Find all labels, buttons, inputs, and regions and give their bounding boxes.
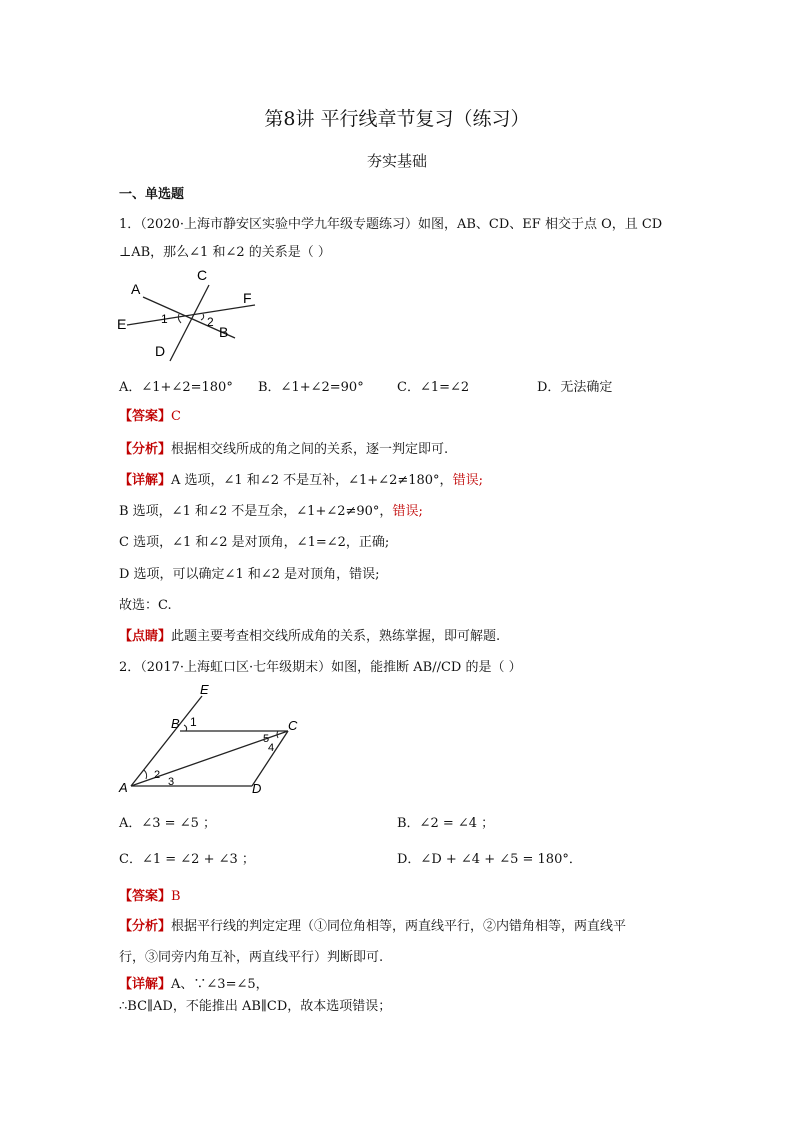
q2-detail-tag: 【详解】 bbox=[119, 977, 172, 992]
q1-detail-a-text: A 选项，∠1 和∠2 不是互补，∠1+∠2≠180°， bbox=[171, 473, 453, 488]
q1-label-angle1: 1 bbox=[161, 312, 168, 326]
q1-label-d: D bbox=[155, 343, 166, 359]
q2-figure bbox=[118, 682, 318, 798]
q1-comment bbox=[119, 625, 500, 644]
q1-label-f: F bbox=[243, 290, 252, 306]
q2-detail-line1-text: A、∵∠3=∠5， bbox=[171, 977, 269, 992]
q2-answer bbox=[119, 885, 181, 904]
q2-detail-line1 bbox=[119, 973, 269, 992]
q2-analysis-line1: 根据平行线的判定定理（①同位角相等，两直线平行，②内错角相等，两直线平 bbox=[171, 919, 627, 934]
q1-detail-b-text: B 选项，∠1 和∠2 不是互余，∠1+∠2≠90°， bbox=[119, 504, 393, 519]
q1-analysis-tag: 【分析】 bbox=[119, 442, 172, 457]
q2-stem: 2．（2017·上海虹口区·七年级期末）如图，能推断 AB//CD 的是（ ） bbox=[119, 660, 522, 675]
q2-label-c: C bbox=[288, 718, 298, 733]
q2-label-angle3: 3 bbox=[168, 776, 175, 788]
q1-detail-b-verdict: 错误; bbox=[392, 504, 423, 519]
q1-label-b: B bbox=[219, 324, 229, 340]
q1-angle1-arc bbox=[178, 314, 181, 323]
q1-line-ef bbox=[127, 305, 255, 325]
q2-label-angle1: 1 bbox=[190, 715, 197, 729]
q1-option-a: A．∠1+∠2=180° bbox=[119, 380, 233, 395]
q1-label-angle2: 2 bbox=[207, 315, 214, 329]
q1-choose: 故选：C. bbox=[119, 598, 172, 613]
q2-line-cd bbox=[252, 731, 288, 786]
q2-answer-value: B bbox=[171, 889, 181, 904]
page-subtitle: 夯实基础 bbox=[366, 152, 427, 170]
section-heading: 一、单选题 bbox=[119, 187, 185, 202]
q1-label-e: E bbox=[117, 316, 127, 332]
q1-answer bbox=[119, 405, 181, 424]
q2-answer-tag: 【答案】 bbox=[119, 889, 172, 904]
q2-label-angle2: 2 bbox=[154, 769, 161, 781]
q2-label-angle5: 5 bbox=[263, 733, 270, 745]
q2-analysis-tag: 【分析】 bbox=[119, 919, 172, 934]
q2-analysis-line2: 行，③同旁内角互补，两直线平行）判断即可. bbox=[119, 950, 384, 965]
q2-angle1-arc bbox=[184, 725, 187, 731]
q1-option-b: B．∠1+∠2=90° bbox=[258, 380, 364, 395]
q1-stem-line2: ⊥AB，那么∠1 和∠2 的关系是（ ） bbox=[119, 245, 331, 260]
q1-label-a: A bbox=[131, 281, 141, 297]
q2-label-a: A bbox=[119, 780, 128, 795]
q2-analysis bbox=[119, 915, 626, 934]
q2-line-ae bbox=[131, 696, 202, 786]
q1-analysis-text: 根据相交线所成的角之间的关系，逐一判定即可. bbox=[171, 442, 449, 457]
q1-detail-a-verdict: 错误; bbox=[452, 473, 483, 488]
q2-label-angle4: 4 bbox=[268, 742, 275, 754]
q1-analysis bbox=[119, 438, 448, 457]
q2-option-a: A．∠3 = ∠5 ； bbox=[119, 816, 217, 831]
q1-detail-c: C 选项，∠1 和∠2 是对顶角，∠1=∠2，正确; bbox=[119, 535, 390, 550]
q1-detail-d: D 选项，可以确定∠1 和∠2 是对顶角，错误; bbox=[119, 567, 380, 582]
q1-stem-line1: 1．（2020·上海市静安区实验中学九年级专题练习）如图，AB、CD、EF 相交于点 O，且 CD bbox=[119, 217, 663, 232]
q1-detail-a bbox=[119, 469, 483, 488]
q1-detail-tag: 【详解】 bbox=[119, 473, 172, 488]
q1-answer-value: C bbox=[171, 409, 181, 424]
q1-option-c: C．∠1=∠2 bbox=[397, 380, 470, 395]
page-title: 第8讲 平行线章节复习（练习） bbox=[264, 108, 530, 130]
q1-angle2-arc bbox=[201, 314, 204, 320]
q2-label-d: D bbox=[252, 781, 262, 796]
q2-option-b: B．∠2 = ∠4 ； bbox=[397, 816, 495, 831]
q2-option-d: D．∠D + ∠4 + ∠5 = 180°． bbox=[397, 852, 582, 867]
q2-label-e: E bbox=[200, 682, 209, 697]
q2-option-c: C．∠1 = ∠2 + ∠3 ； bbox=[119, 852, 255, 867]
q1-line-cd bbox=[170, 285, 209, 361]
q2-label-b: B bbox=[171, 716, 180, 731]
q1-label-c: C bbox=[197, 267, 208, 283]
q1-comment-text: 此题主要考查相交线所成角的关系，熟练掌握，即可解题. bbox=[171, 629, 501, 644]
q1-detail-b bbox=[119, 500, 423, 519]
q1-figure bbox=[115, 263, 275, 363]
q2-angle2-arc bbox=[144, 770, 147, 779]
q2-detail-line2: ∴BC∥AD，不能推出 AB∥CD，故本选项错误； bbox=[119, 999, 392, 1014]
q1-option-d: D．无法确定 bbox=[537, 380, 613, 395]
q1-answer-tag: 【答案】 bbox=[119, 409, 172, 424]
q1-comment-tag: 【点睛】 bbox=[119, 629, 172, 644]
